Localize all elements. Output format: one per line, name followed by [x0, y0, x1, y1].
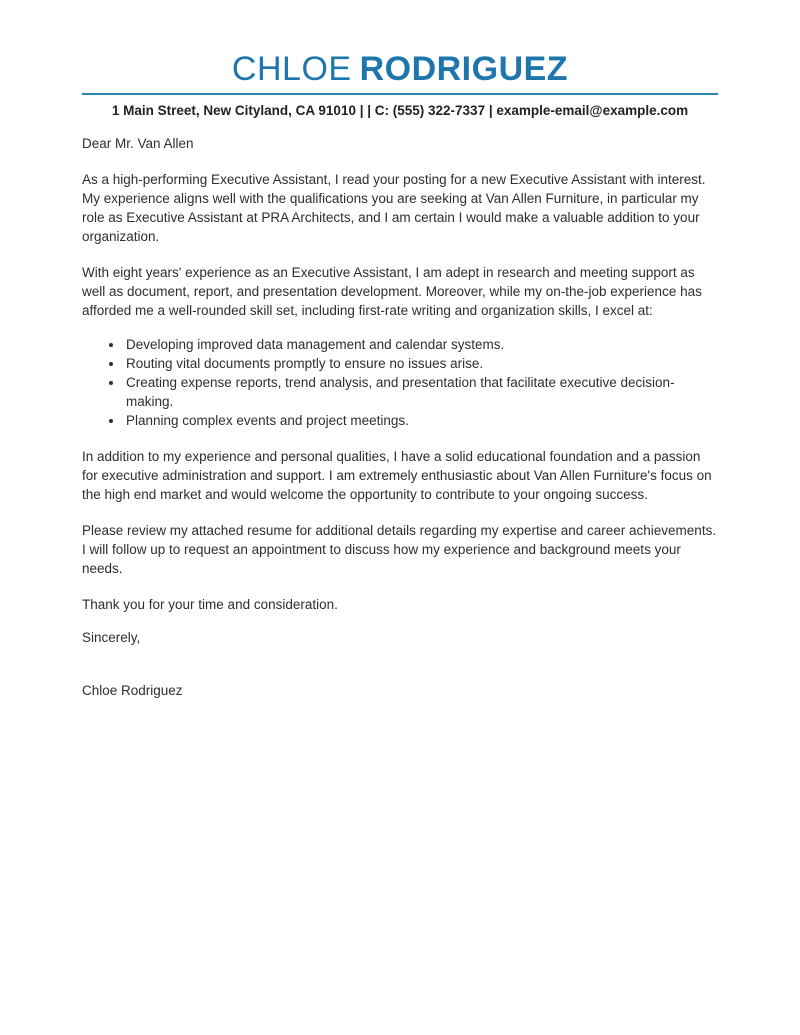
letter-body	[82, 134, 718, 700]
paragraph-education: In addition to my experience and personal qualities, I have a solid educational foundation and a passion for executive administration and support. I am extremely enthusiastic about Van Allen Furniture's focus on the high end market and would welcome the opportunity to contribute to your ongoing success.	[82, 449, 712, 502]
skills-bullet-list	[82, 335, 718, 430]
paragraph-experience: With eight years' experience as an Executive Assistant, I am adept in research and meeting support as well as document, report, and presentation development. Moreover, while my on-the-job experience has afforded me a well-rounded skill set, including first-rate writing and organization skills, I excel at:	[82, 265, 702, 318]
letter-header	[82, 50, 718, 119]
list-item: • Planning complex events and project meetings.	[124, 411, 718, 430]
paragraph-resume: Please review my attached resume for additional details regarding my expertise and career achievements. I will follow up to request an appointment to discuss how my experience and background meets your needs.	[82, 523, 717, 576]
list-item: • Developing improved data management and calendar systems.	[124, 335, 718, 354]
signature-name: Chloe Rodriguez	[82, 683, 183, 698]
paragraph-intro: As a high-performing Executive Assistant, I read your posting for a new Executive Assistant with interest. My experience aligns well with the qualifications you are seeking at Van Allen Furniture, in particular my role as Executive Assistant at PRA Architects, and I am certain I would make a valuable addition to your organization.	[82, 172, 706, 244]
salutation: Dear Mr. Van Allen	[82, 136, 194, 151]
list-item: • Routing vital documents promptly to ensure no issues arise.	[124, 354, 718, 373]
name-first: CHLOE	[231, 50, 352, 88]
paragraph-thanks: Thank you for your time and consideration.	[82, 597, 338, 612]
contact-info: 1 Main Street, New Cityland, CA 91010 | | C: (555) 322-7337 | example-email@example.com	[111, 103, 689, 118]
name-last: RODRIGUEZ	[359, 50, 569, 88]
list-item: • Creating expense reports, trend analysis, and presentation that facilitate executive decision-making.	[124, 373, 718, 411]
valediction: Sincerely,	[82, 630, 141, 645]
page-title	[82, 50, 718, 88]
header-divider	[82, 93, 718, 95]
